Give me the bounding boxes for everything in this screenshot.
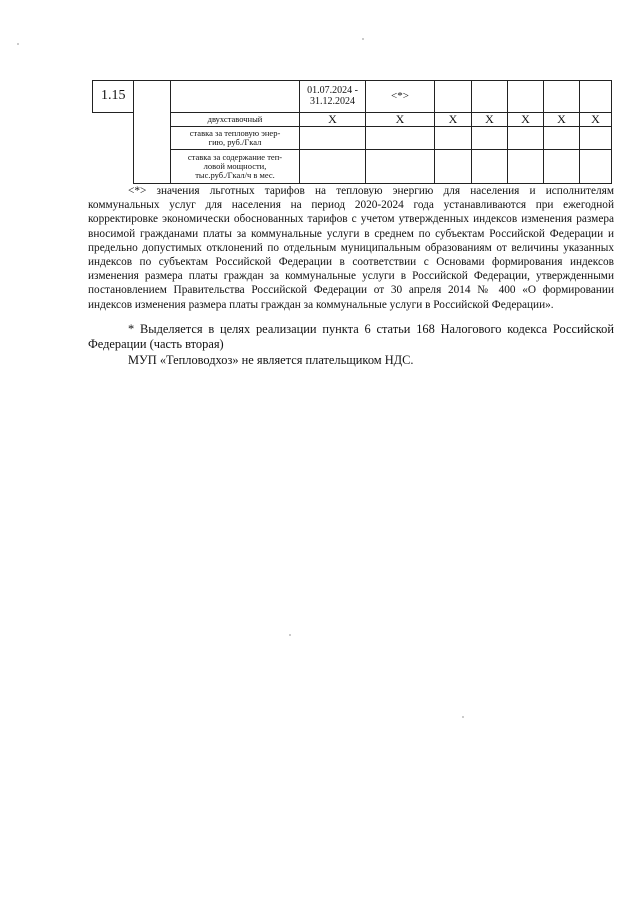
star-mark-cell: <*>: [366, 81, 435, 113]
table-row: [93, 127, 612, 150]
capacity-rate-label: ставка за содержание теп- ловой мощности, тыс.руб./Гкал/ч в мес.: [171, 150, 300, 184]
table-row: [93, 113, 612, 127]
scan-speck: [462, 716, 464, 718]
empty-cell: [435, 81, 472, 113]
x-mark: Х: [472, 113, 508, 127]
x-mark: Х: [544, 113, 580, 127]
scan-speck: [289, 634, 291, 636]
vat-note: [88, 353, 614, 368]
empty-cell: [171, 81, 300, 113]
empty-cell: [134, 81, 171, 184]
table-row: [93, 150, 612, 184]
x-mark: Х: [580, 113, 612, 127]
empty-cell: [508, 81, 544, 113]
empty-cell: [580, 81, 612, 113]
x-mark: Х: [300, 113, 366, 127]
scan-speck: [362, 38, 364, 40]
star-footnote: [88, 184, 614, 312]
row-number-cell: 1.15: [93, 81, 134, 113]
period-cell: 01.07.2024 - 31.12.2024: [300, 81, 366, 113]
vat-note-text: МУП «Тепловодхоз» не является плательщиком НДС.: [128, 353, 414, 367]
table-row: [93, 81, 612, 113]
empty-cell: [544, 81, 580, 113]
empty-cell: [472, 81, 508, 113]
asterisk-footnote-text: * Выделяется в целях реализации пункта 6 статьи 168 Налогового кодекса Российской Федерации (часть вторая): [88, 322, 614, 351]
heat-rate-label: ставка за тепловую энер- гию, руб./Гкал: [171, 127, 300, 150]
star-footnote-text: <*> значения льготных тарифов на тепловую энергию для населения и исполнителям коммунальных услуг для населения на период 2020-2024 года устанавливаются при ежегодной корректировке экономически обоснованных тарифов с учетом утвержденных индексов изменения размера вносимой гражданами платы за коммунальные услуги в среднем по субъектам Российской Федерации и предельно допустимых отклонений по отдельным муниципальным образованиям от величины указанных индексов по субъектам Российской Федерации в соответствии с Основами формирования индексов изменения размера платы граждан за коммунальные услуги в Российской Федерации, утвержденными постановлением Правительства Российской Федерации от 30 апреля 2014 № 400 «О формировании индексов изменения размера платы граждан за коммунальные услуги в Российской Федерации».: [88, 185, 614, 311]
scan-speck: [17, 43, 19, 45]
tariff-table: [92, 80, 612, 184]
x-mark: Х: [435, 113, 472, 127]
x-mark: Х: [508, 113, 544, 127]
x-mark: Х: [366, 113, 435, 127]
asterisk-footnote: [88, 322, 614, 352]
two-part-label: двухставочный: [171, 113, 300, 127]
